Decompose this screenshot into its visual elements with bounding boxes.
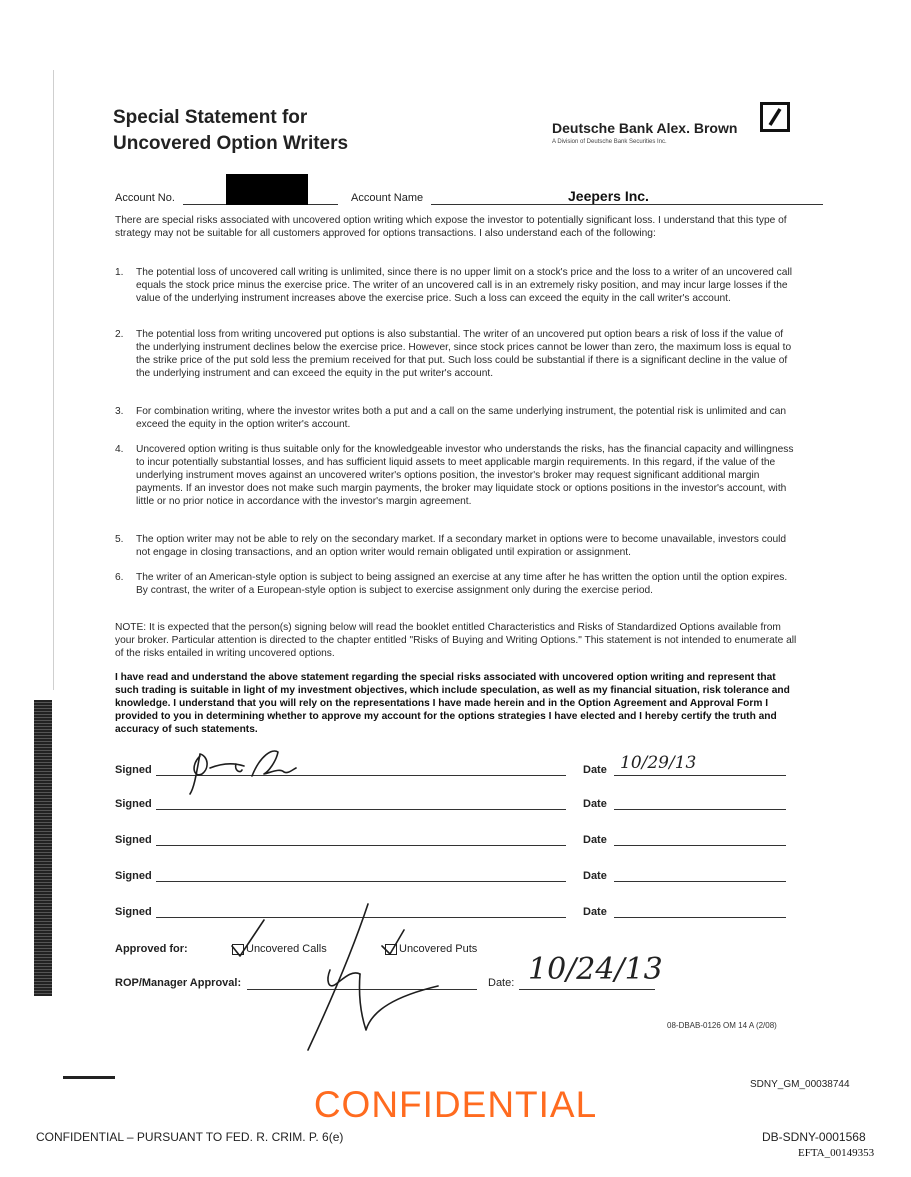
bates-gm-number: SDNY_GM_00038744: [750, 1079, 850, 1090]
efta-number: EFTA_00149353: [798, 1147, 875, 1159]
signature-line[interactable]: [156, 845, 566, 846]
risk-item-text: The option writer may not be able to rely on the secondary market. If a secondary market in options were to become unavailable, investors could not engage in closing transactions, and an option writer would remain obligated until expiration or assignment.: [136, 534, 787, 558]
signed-label: Signed: [115, 764, 152, 776]
risk-item-text: The potential loss of uncovered call writing is unlimited, since there is no upper limit on a stock's price and the loss to a writer of an uncovered call equals the stock price minus the exercise price. The writer of an uncovered call is in an extremely risky position, and may incur large losses if the value of the underlying instrument increases above the exercise price. Such a loss can exceed the equity in the call writer's account.: [136, 267, 792, 304]
uncovered-calls-label: Uncovered Calls: [246, 943, 327, 955]
date-line[interactable]: [614, 917, 786, 918]
signature-line[interactable]: [156, 809, 566, 810]
risk-item: [115, 328, 800, 380]
footer-confidential-notice: CONFIDENTIAL – PURSUANT TO FED. R. CRIM. P. 6(e): [36, 1130, 344, 1144]
title-line-2: Uncovered Option Writers: [113, 133, 349, 154]
manager-signature: [300, 900, 450, 1060]
risk-item: [115, 533, 800, 559]
date-line[interactable]: [614, 809, 786, 810]
brand-subtitle: A Division of Deutsche Bank Securities Inc.: [552, 139, 667, 145]
risk-item-text: Uncovered option writing is thus suitable only for the knowledgeable investor who understands the risks, has the financial capacity and willingness to incur potentially substantial losses, and has sufficient liquid assets to meet applicable margin requirements. In this regard, if the value of the underlying instrument moves against an uncovered writer's options position, the investor's broker may request significant additional margin payments. If an investor does not make such margin payments, the broker may liquidate stock or options positions in the investor's account, with little or no prior notice in accordance with the investor's margin agreement.: [136, 444, 794, 507]
rop-date-label: Date:: [488, 977, 515, 989]
approved-for-label: Approved for:: [115, 943, 188, 955]
account-number-label: Account No.: [115, 192, 175, 204]
risk-item-number: 6.: [115, 572, 124, 583]
scan-edge-line: [53, 70, 54, 690]
form-code: 08-DBAB-0126 OM 14 A (2/08): [667, 1021, 777, 1030]
calls-checkmark: [228, 916, 268, 960]
account-name-value: Jeepers Inc.: [568, 188, 649, 204]
certification-paragraph: I have read and understand the above statement regarding the special risks associated with uncovered option writing and represent that such trading is suitable in light of my investment objectives, which include speculation, as well as my financial situation, risk tolerance and knowledge. I understand that you will rely on the representations I have made herein and in the Option Agreement and Approval Form I provided to you in determining whether to approve my account for the options strategies I have elected and I hereby certify the truth and accuracy of such statements.: [115, 672, 790, 735]
logo-slash-icon: [763, 105, 787, 129]
date-label: Date: [583, 906, 607, 918]
account-name-label: Account Name: [351, 192, 424, 204]
risk-item-number: 1.: [115, 267, 124, 278]
rop-approval-label: ROP/Manager Approval:: [115, 977, 242, 989]
intro-paragraph: There are special risks associated with uncovered option writing which expose the investor to potentially significant loss. I understand that this type of strategy may not be suitable for all customers approved for options transactions. I also understand each of the following:: [115, 215, 787, 239]
signature-line[interactable]: [156, 881, 566, 882]
signed-label: Signed: [115, 834, 152, 846]
date-label: Date: [583, 764, 607, 776]
risk-item-number: 4.: [115, 444, 124, 455]
date-line[interactable]: [614, 881, 786, 882]
risk-item-number: 5.: [115, 534, 124, 545]
risk-item: [115, 571, 800, 597]
form-title: [113, 105, 348, 157]
brand-name: Deutsche Bank Alex. Brown: [552, 120, 738, 136]
signed-label: Signed: [115, 798, 152, 810]
brand-logo: [760, 102, 790, 132]
handwritten-date: 10/29/13: [620, 753, 697, 773]
account-name-line: [431, 204, 823, 205]
scan-edge-bar: [34, 700, 52, 996]
risk-item-text: For combination writing, where the investor writes both a put and a call on the same underlying instrument, the potential risk is unlimited and can exceed the equity in the option writer's account.: [136, 406, 787, 430]
rop-handwritten-date: 10/24/13: [528, 952, 663, 987]
risk-item-number: 3.: [115, 406, 124, 417]
date-line[interactable]: [614, 775, 786, 776]
note-paragraph: NOTE: It is expected that the person(s) signing below will read the booklet entitled Characteristics and Risks of Standardized Options available from your broker. Particular attention is directed to the chapter entitled "Risks of Buying and Writing Options." This statement is not intended to enumerate all of the risks entailed in writing uncovered options.: [115, 622, 797, 659]
confidential-stamp: CONFIDENTIAL: [313, 1084, 598, 1125]
rop-date-line[interactable]: [519, 989, 655, 990]
risk-item: [115, 266, 800, 305]
footer-bates-number: DB-SDNY-0001568: [762, 1130, 866, 1144]
risk-item-text: The potential loss from writing uncovered put options is also substantial. The writer of an uncovered put option bears a risk of loss if the value of the underlying instrument declines below the exercise price. However, since stock prices cannot be lower than zero, the maximum loss is equal to the strike price of the put sold less the premium received for that put. Such loss could be substantial if there is a significant decline in the value of the underlying instrument and can exceed the equity in the put writer's account.: [136, 329, 792, 379]
date-label: Date: [583, 798, 607, 810]
risk-item: [115, 405, 800, 431]
risk-item-text: The writer of an American-style option is subject to being assigned an exercise at any time after he has written the option until the option expires. By contrast, the writer of a European-style option is subject to exercise assignment only during the exercise period.: [136, 572, 788, 596]
date-label: Date: [583, 834, 607, 846]
signed-label: Signed: [115, 870, 152, 882]
date-line[interactable]: [614, 845, 786, 846]
date-label: Date: [583, 870, 607, 882]
signed-label: Signed: [115, 906, 152, 918]
risk-item-number: 2.: [115, 329, 124, 340]
risk-item: [115, 443, 800, 508]
scan-mark: [63, 1076, 115, 1079]
handwritten-signature: [180, 746, 300, 796]
uncovered-puts-label: Uncovered Puts: [399, 943, 478, 955]
title-line-1: Special Statement for: [113, 107, 308, 128]
account-number-redaction: [226, 174, 308, 205]
